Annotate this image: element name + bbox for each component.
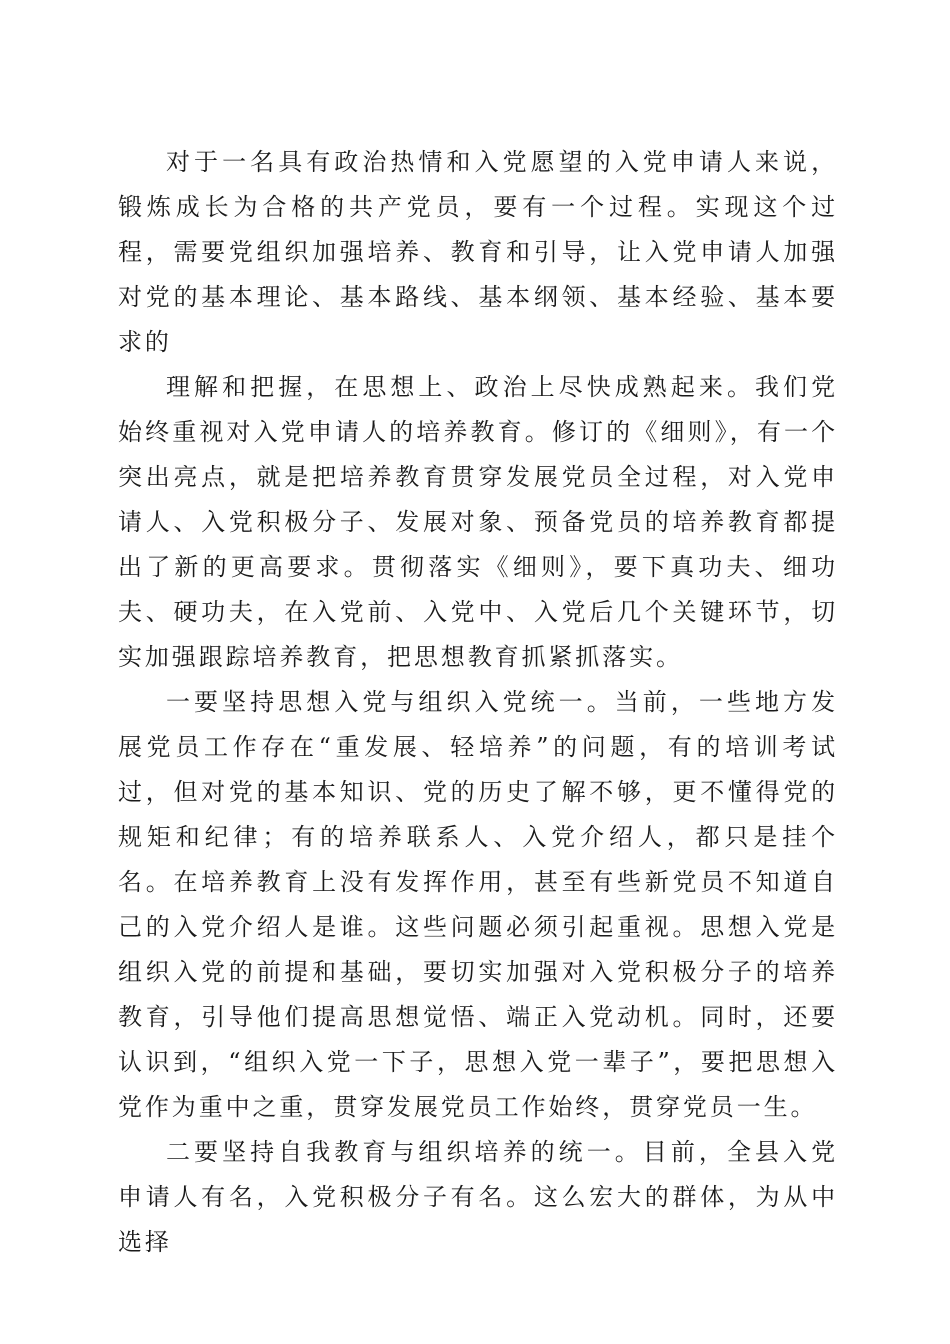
paragraph-1: 对于一名具有政治热情和入党愿望的入党申请人来说，锻炼成长为合格的共产党员，要有一个过程。实现这个过程，需要党组织加强培养、教育和引导，让入党申请人加强对党的基本理论、基本路线、基本纲领、基本经验、基本要求的 [118, 148, 838, 356]
paragraph-4: 二要坚持自我教育与组织培养的统一。目前，全县入党申请人有名，入党积极分子有名。这么宏大的群体，为从中选择 [118, 1138, 838, 1256]
paragraph-3: 一要坚持思想入党与组织入党统一。当前，一些地方发展党员工作存在“重发展、轻培养”的问题，有的培训考试过，但对党的基本知识、党的历史了解不够，更不懂得党的规矩和纪律；有的培养联系人、入党介绍人，都只是挂个名。在培养教育上没有发挥作用，甚至有些新党员不知道自己的入党介绍人是谁。这些问题必须引起重视。思想入党是组织入党的前提和基础，要切实加强对入党积极分子的培养教育，引导他们提高思想觉悟、端正入党动机。同时，还要认识到，“组织入党一下子，思想入党一辈子”，要把思想入党作为重中之重，贯穿发展党员工作始终，贯穿党员一生。 [118, 688, 838, 1121]
document-body [118, 140, 838, 1265]
paragraph-2: 理解和把握，在思想上、政治上尽快成熟起来。我们党始终重视对入党申请人的培养教育。修订的《细则》，有一个突出亮点，就是把培养教育贯穿发展党员全过程，对入党申请人、入党积极分子、发展对象、预备党员的培养教育都提出了新的更高要求。贯彻落实《细则》，要下真功夫、细功夫、硬功夫，在入党前、入党中、入党后几个关键环节，切实加强跟踪培养教育，把思想教育抓紧抓落实。 [118, 373, 838, 671]
